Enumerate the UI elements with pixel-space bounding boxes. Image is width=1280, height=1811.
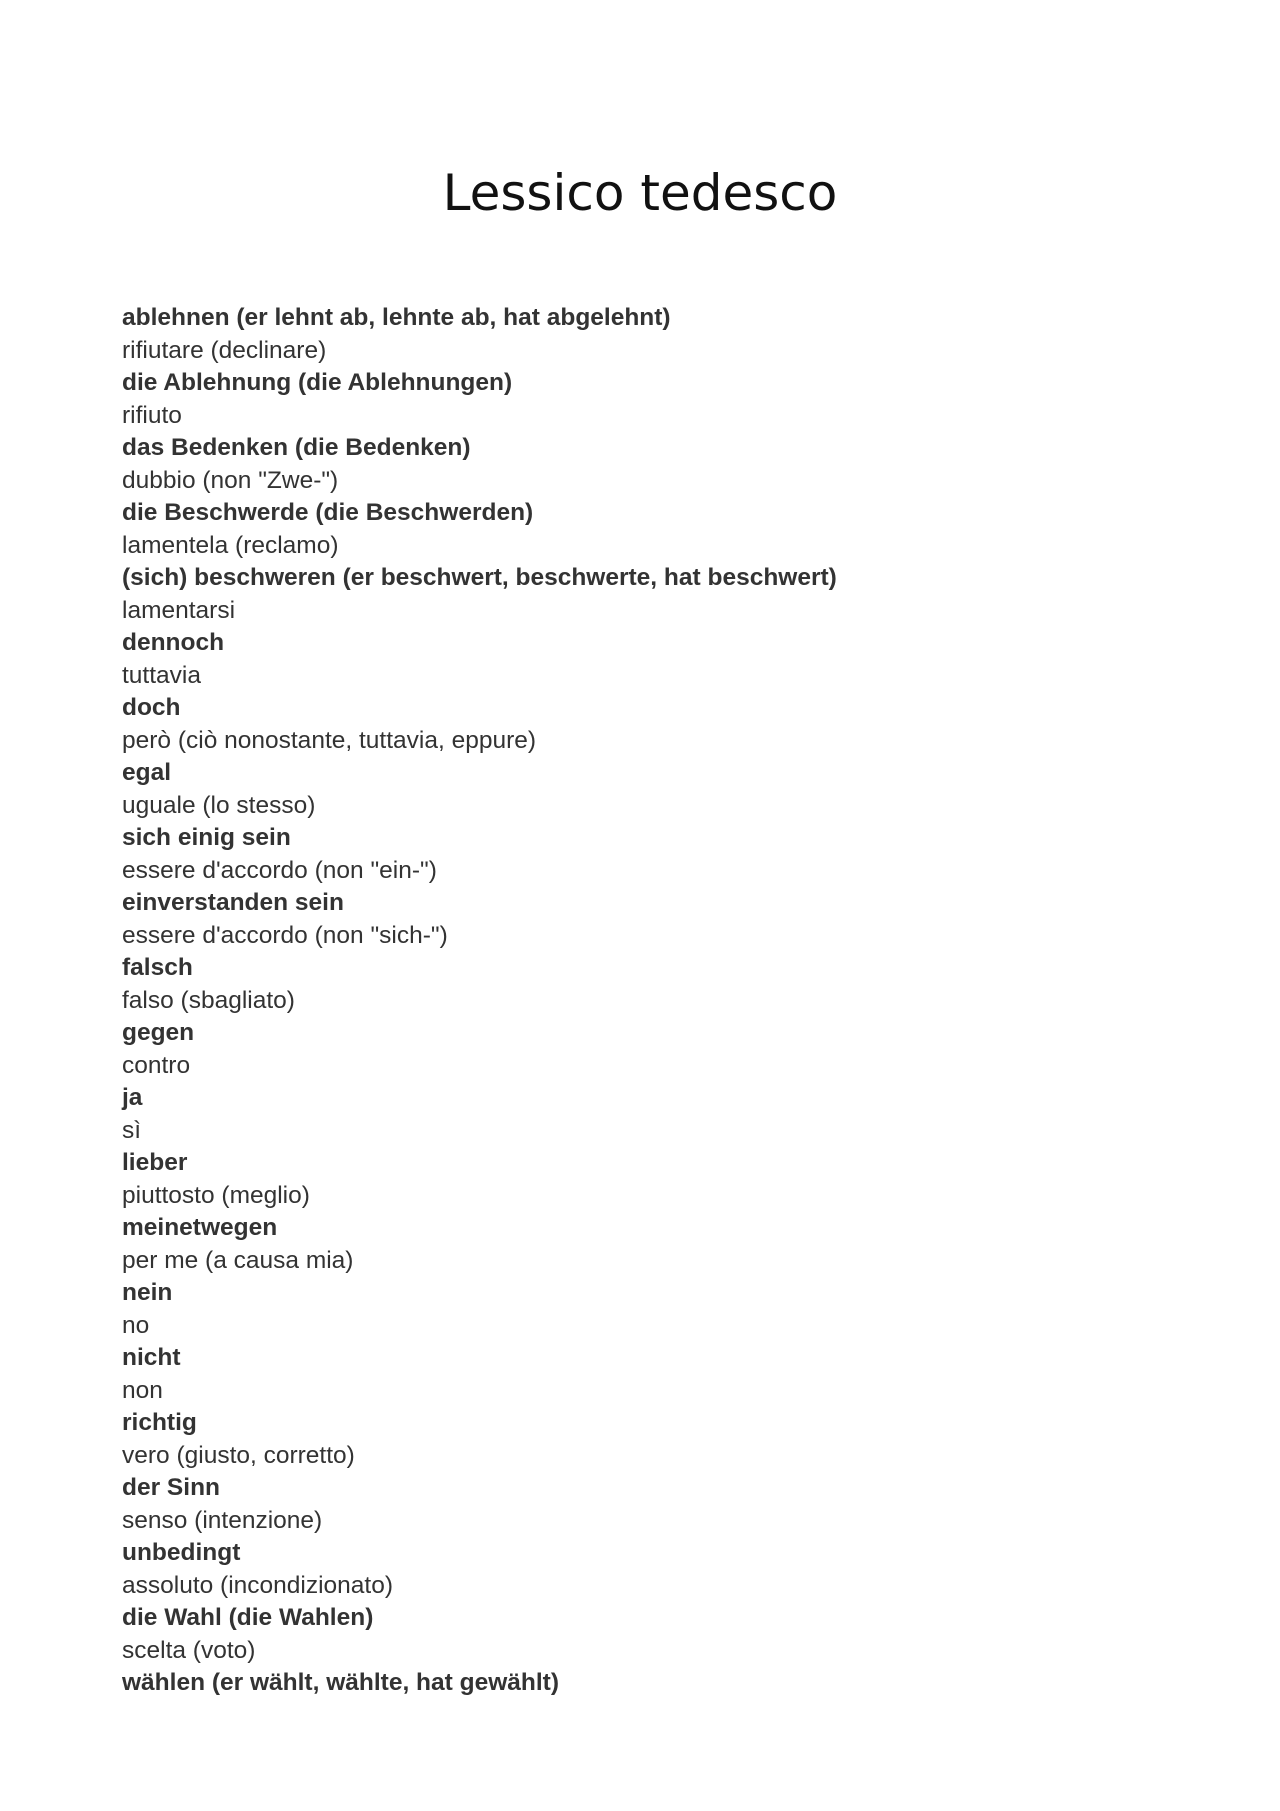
entry-term: das Bedenken (die Bedenken) [122,434,471,461]
vocabulary-entry [122,627,1172,692]
entry-meaning: scelta (voto) [122,1636,256,1664]
entry-term: egal [122,759,172,786]
vocabulary-entry [122,497,1172,562]
entry-term: dennoch [122,629,225,656]
entry-term: unbedingt [122,1539,241,1566]
entry-meaning: assoluto (incondizionato) [122,1571,394,1599]
vocabulary-entry [122,1602,1172,1667]
entry-meaning: senso (intenzione) [122,1506,323,1534]
entry-meaning: lamentela (reclamo) [122,531,339,559]
vocabulary-entry [122,1082,1172,1147]
entry-meaning: però (ciò nonostante, tuttavia, eppure) [122,726,537,754]
vocabulary-entry [122,1017,1172,1082]
vocabulary-entry [122,1277,1172,1342]
vocabulary-entry [122,952,1172,1017]
entry-term: lieber [122,1149,188,1176]
entry-meaning: non [122,1376,163,1404]
entry-term: doch [122,694,181,721]
entry-meaning: essere d'accordo (non "sich-") [122,921,448,949]
entry-meaning: contro [122,1051,191,1079]
vocabulary-entry [122,1407,1172,1472]
entry-meaning: sì [122,1116,142,1144]
vocabulary-entry [122,822,1172,887]
entry-term: falsch [122,954,193,981]
entry-term: wählen (er wählt, wählte, hat gewählt) [122,1669,559,1696]
entry-meaning: per me (a causa mia) [122,1246,354,1274]
vocabulary-entry [122,757,1172,822]
entry-term: ja [122,1084,143,1111]
entry-meaning: vero (giusto, corretto) [122,1441,355,1469]
entry-term: richtig [122,1409,197,1436]
entry-term: nein [122,1279,173,1306]
vocabulary-entry [122,1342,1172,1407]
vocabulary-entry [122,367,1172,432]
page-title: Lessico tedesco [442,164,838,222]
vocabulary-entry [122,887,1172,952]
entry-meaning: rifiuto [122,401,182,429]
vocabulary-entry [122,1147,1172,1212]
entry-term: der Sinn [122,1474,221,1501]
entry-term: die Ablehnung (die Ablehnungen) [122,369,513,396]
entry-meaning: uguale (lo stesso) [122,791,316,819]
entry-term: sich einig sein [122,824,291,851]
entry-term: einverstanden sein [122,889,344,916]
vocabulary-entry [122,1667,1172,1700]
entry-meaning: tuttavia [122,661,201,689]
vocabulary-entry [122,302,1172,367]
entry-meaning: piuttosto (meglio) [122,1181,310,1209]
entry-term: ablehnen (er lehnt ab, lehnte ab, hat abgelehnt) [122,304,671,331]
entry-meaning: rifiutare (declinare) [122,336,327,364]
vocabulary-entry [122,1537,1172,1602]
entry-term: gegen [122,1019,195,1046]
vocabulary-entry [122,1212,1172,1277]
entry-term: die Beschwerde (die Beschwerden) [122,499,534,526]
vocabulary-entry [122,432,1172,497]
entry-meaning: no [122,1311,150,1339]
entry-term: nicht [122,1344,181,1371]
entry-term: die Wahl (die Wahlen) [122,1604,374,1631]
entry-term: (sich) beschweren (er beschwert, beschwerte, hat beschwert) [122,564,837,591]
vocabulary-entry [122,1472,1172,1537]
entry-meaning: falso (sbagliato) [122,986,295,1014]
vocabulary-entry [122,692,1172,757]
entry-term: meinetwegen [122,1214,278,1241]
vocabulary-entry [122,562,1172,627]
entry-meaning: lamentarsi [122,596,236,624]
vocabulary-list [122,302,1172,1700]
entry-meaning: essere d'accordo (non "ein-") [122,856,437,884]
entry-meaning: dubbio (non "Zwe-") [122,466,339,494]
